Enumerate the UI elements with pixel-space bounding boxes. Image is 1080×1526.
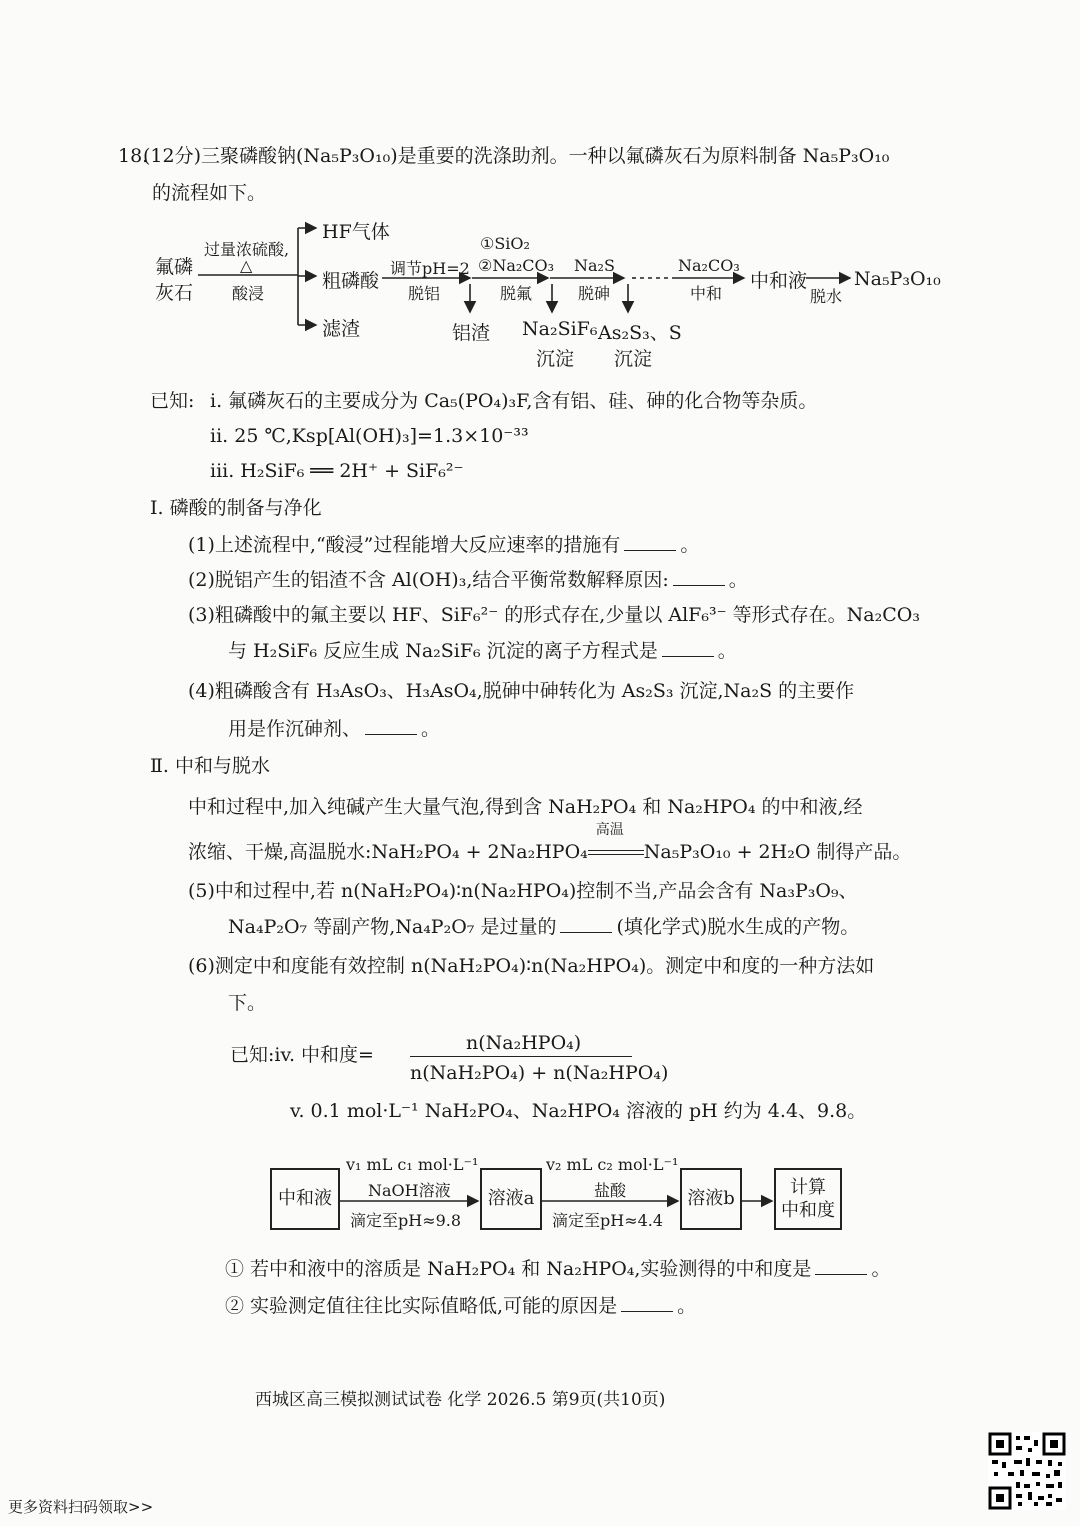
- answer-blank[interactable]: [621, 1310, 673, 1312]
- promo-link[interactable]: 更多资料扫码领取>>: [8, 1498, 154, 1516]
- fraction-numerator: n(Na₂HPO₄): [466, 1032, 582, 1054]
- known-i: i. 氟磷灰石的主要成分为 Ca₅(PO₄)₃F,含有铝、硅、砷的化合物等杂质。: [210, 390, 818, 412]
- section-2-heading: Ⅱ. 中和与脱水: [150, 755, 270, 777]
- known-v: v. 0.1 mol·L⁻¹ NaH₂PO₄、Na₂HPO₄ 溶液的 pH 约为 4.4、9.8。: [290, 1100, 867, 1122]
- as2s3-precipitate: As₂S₃、S: [598, 322, 682, 344]
- reaction-condition: 高温: [595, 822, 624, 838]
- question-1: [188, 534, 699, 557]
- step-1-reagent-amount: v₁ mL c₁ mol·L⁻¹: [346, 1155, 479, 1174]
- known-iv-label: 已知:iv. 中和度=: [230, 1044, 374, 1066]
- end-mark: 。: [717, 640, 737, 662]
- answer-blank[interactable]: [365, 733, 417, 735]
- answer-blank[interactable]: [560, 931, 612, 933]
- dearsenic-reagent: Na₂S: [574, 256, 615, 275]
- neutralization-reagent: Na₂CO₃: [678, 256, 740, 275]
- answer-blank[interactable]: [624, 549, 676, 551]
- page-footer: 西城区高三模拟测试试卷 化学 2026.5 第9页(共10页): [255, 1390, 666, 1410]
- fraction-denominator: n(NaH₂PO₄) + n(Na₂HPO₄): [410, 1062, 669, 1084]
- question-line-2: 的流程如下。: [152, 182, 267, 204]
- paragraph-line-1: 中和过程中,加入纯碱产生大量气泡,得到含 NaH₂PO₄ 和 Na₂HPO₄ 的中和液,经: [188, 796, 863, 818]
- end-mark: 。: [421, 718, 441, 740]
- subquestion-1-text: ① 若中和液中的溶质是 NaH₂PO₄ 和 Na₂HPO₄,实验测得的中和度是: [225, 1258, 812, 1280]
- step-1-reagent: NaOH溶液: [368, 1181, 451, 1200]
- na2sif6-precipitate-label: 沉淀: [536, 348, 575, 370]
- equation-left: 浓缩、干燥,高温脱水:NaH₂PO₄ + 2Na₂HPO₄: [188, 841, 588, 863]
- end-mark: 。: [871, 1258, 891, 1280]
- question-5: [228, 916, 859, 939]
- paragraph-line-2: [188, 822, 912, 864]
- answer-blank[interactable]: [662, 655, 714, 657]
- known-iii: iii. H₂SiF₆ ══ 2H⁺ + SiF₆²⁻: [210, 460, 464, 482]
- question-5-text: Na₄P₂O₇ 等副产物,Na₄P₂O₇ 是过量的: [228, 916, 557, 938]
- step-1-endpoint: 滴定至pH≈9.8: [350, 1211, 462, 1230]
- qr-code-icon[interactable]: [988, 1432, 1066, 1510]
- known-label: 已知:: [150, 390, 195, 412]
- defluorination-step: 脱氟: [500, 284, 533, 303]
- box-neutral-liquid: 中和液: [270, 1168, 340, 1230]
- aluminum-residue: 铝渣: [452, 322, 491, 344]
- as2s3-precipitate-label: 沉淀: [614, 348, 653, 370]
- crude-phosphoric-acid: 粗磷酸: [322, 270, 380, 292]
- fraction-bar: [410, 1056, 632, 1057]
- question-2-text: (2)脱铝产生的铝渣不含 Al(OH)₃,结合平衡常数解释原因:: [188, 569, 669, 591]
- subquestion-2-text: ② 实验测定值往往比实际值略低,可能的原因是: [225, 1295, 618, 1317]
- qr-code-graphic: [988, 1432, 1066, 1510]
- step-2-endpoint: 滴定至pH≈4.4: [552, 1211, 664, 1230]
- box-calculate: [774, 1168, 842, 1230]
- box-solution-a: 溶液a: [480, 1168, 542, 1230]
- acid-leach-step: 酸浸: [232, 284, 265, 303]
- question-4-line-1: (4)粗磷酸含有 H₃AsO₃、H₃AsO₄,脱砷中砷转化为 As₂S₃ 沉淀,Na₂S 的主要作: [188, 680, 855, 702]
- neutral-liquid: 中和液: [750, 270, 808, 292]
- question-5-text-2: (填化学式)脱水生成的产物。: [616, 916, 860, 938]
- ph-adjust-condition: 调节pH=2: [390, 259, 470, 278]
- neutralization-step: 中和: [690, 284, 723, 303]
- box-calculate-line-2: 中和度: [781, 1200, 835, 1221]
- question-2: [188, 569, 748, 592]
- question-number: 18.: [118, 145, 149, 167]
- acid-leach-condition: 过量浓硫酸,: [204, 240, 290, 259]
- end-mark: 。: [680, 534, 700, 556]
- question-6-line-2: 下。: [228, 992, 267, 1014]
- end-mark: 。: [677, 1295, 697, 1317]
- final-product: Na₅P₃O₁₀: [854, 268, 941, 290]
- subquestion-2: [225, 1295, 696, 1318]
- equilibrium-sign: [588, 822, 644, 858]
- hf-gas: HF气体: [322, 221, 390, 243]
- answer-blank[interactable]: [673, 584, 725, 586]
- question-6-line-1: (6)测定中和度能有效控制 n(NaH₂PO₄)∶n(Na₂HPO₄)。测定中和度的一种方法如: [188, 955, 875, 977]
- end-mark: 。: [728, 569, 748, 591]
- heat-triangle: △: [240, 256, 253, 275]
- question-5-line-1: (5)中和过程中,若 n(NaH₂PO₄)∶n(Na₂HPO₄)控制不当,产品会含有 Na₃P₃O₉、: [188, 880, 858, 902]
- question-4: [228, 718, 440, 741]
- dearsenic-step: 脱砷: [578, 284, 611, 303]
- box-solution-b: 溶液b: [680, 1168, 742, 1230]
- raw-material-label: 氟磷: [155, 256, 194, 278]
- dehydration-step: 脱水: [810, 287, 843, 306]
- box-calculate-line-1: 计算: [790, 1176, 826, 1198]
- section-1-heading: Ⅰ. 磷酸的制备与净化: [150, 497, 322, 519]
- subquestion-1: [225, 1258, 890, 1281]
- question-line-1: (12分)三聚磷酸钠(Na₅P₃O₁₀)是重要的洗涤助剂。一种以氟磷灰石为原料制备 Na₅P₃O₁₀: [143, 145, 890, 167]
- defluorination-reagent-1: ①SiO₂: [480, 234, 530, 253]
- known-ii: ii. 25 ℃,Ksp[Al(OH)₃]=1.3×10⁻³³: [210, 425, 529, 447]
- equation-right: Na₅P₃O₁₀ + 2H₂O 制得产品。: [643, 841, 912, 863]
- question-3-text: 与 H₂SiF₆ 反应生成 Na₂SiF₆ 沉淀的离子方程式是: [228, 640, 658, 662]
- raw-material-label-2: 灰石: [155, 282, 194, 304]
- step-2-reagent: 盐酸: [594, 1181, 627, 1200]
- step-2-reagent-amount: v₂ mL c₂ mol·L⁻¹: [546, 1155, 679, 1174]
- answer-blank[interactable]: [815, 1273, 867, 1275]
- question-4-text: 用是作沉砷剂、: [228, 718, 362, 740]
- na2sif6-precipitate: Na₂SiF₆: [522, 318, 598, 340]
- filter-residue: 滤渣: [322, 318, 361, 340]
- dealuminum-step: 脱铝: [408, 284, 441, 303]
- question-3-line-1: (3)粗磷酸中的氟主要以 HF、SiF₆²⁻ 的形式存在,少量以 AlF₆³⁻ 等形式存在。Na₂CO₃: [188, 604, 920, 626]
- defluorination-reagent-2: ②Na₂CO₃: [478, 256, 555, 275]
- question-1-text: (1)上述流程中,“酸浸”过程能增大反应速率的措施有: [188, 534, 621, 556]
- question-3: [228, 640, 737, 663]
